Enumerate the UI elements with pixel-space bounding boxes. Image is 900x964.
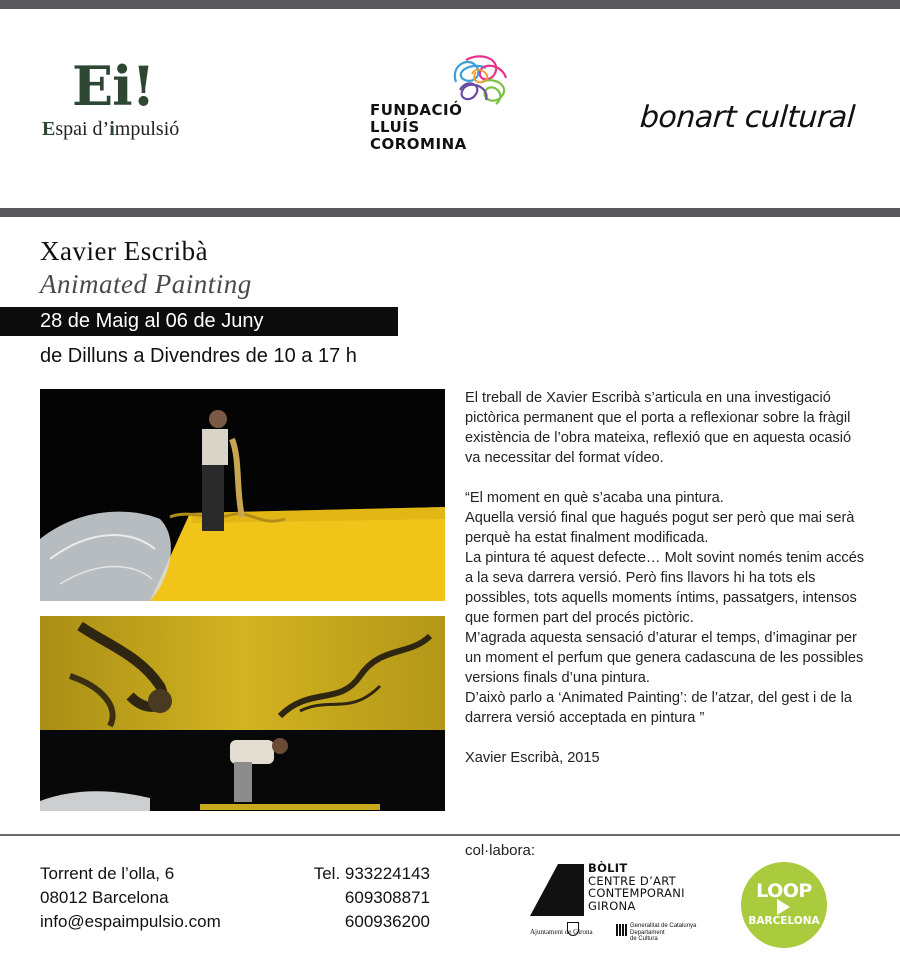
ei-subtitle: Espai d’impulsió <box>42 118 180 140</box>
performance-photo-1 <box>40 389 445 601</box>
play-icon <box>777 899 790 915</box>
top-bar <box>0 0 900 9</box>
quote-line-1: “El moment en què s’acaba una pintura. <box>465 490 724 506</box>
phone-2: 609308871 <box>344 888 430 907</box>
phone-1: Tel. 933224143 <box>313 864 430 883</box>
bolit-logo <box>530 862 710 952</box>
quote-line-3: La pintura té aquest defecte… Molt sovint només tenim accés a la seva darrera versió. Però fins llavors hi ha tots els possibles, tots aquells moments íntims, passatgers, intensos que formen part del procés pictòric. <box>465 550 865 626</box>
address-street: Torrent de l’olla, 6 <box>40 864 175 883</box>
fundacio-wordmark: FUNDACIÓ LLUÍS COROMINA <box>370 101 467 153</box>
intro-paragraph: El treball de Xavier Escribà s’articula en una investigació pictòrica permanent que el porta a reflexionar sobre la fràgil existència de l’obra mateixa, reflexió que en aquesta ocasió va necessitar del format vídeo. <box>465 390 852 466</box>
address-city: 08012 Barcelona <box>40 888 169 907</box>
phone-block <box>300 862 430 934</box>
loop-barcelona-logo <box>741 862 827 948</box>
work-title: Animated Painting <box>40 269 252 299</box>
fundacio-coromina-logo <box>370 52 530 162</box>
generalitat-label: Generalitat de Catalunya Departament de Cultura <box>630 923 697 942</box>
ei-mark: Ei! <box>72 54 155 118</box>
address-block <box>40 862 221 934</box>
quote-line-5: D’això parlo a ‘Animated Painting’: de l’atzar, del gest i de la darrera versió acceptada en pintura ” <box>465 690 852 726</box>
artist-name: Xavier Escribà <box>40 236 209 266</box>
performance-photo-2 <box>40 616 445 811</box>
quote-line-2: Aquella versió final que hagués pogut ser però que mai serà perquè ha estat finalment modificada. <box>465 510 855 546</box>
footer-rule <box>0 834 900 836</box>
bonart-cultural-logo: bonart cultural <box>638 100 856 135</box>
divider-bar <box>0 208 900 217</box>
espai-impulsio-logo <box>42 54 212 141</box>
description-text <box>465 388 865 768</box>
email-link[interactable]: info@espaimpulsio.com <box>40 912 221 931</box>
loop-wordmark: LOOP <box>756 880 812 902</box>
opening-hours: de Dilluns a Divendres de 10 a 17 h <box>40 345 357 367</box>
bolit-mark-icon <box>530 864 584 916</box>
signature: Xavier Escribà, 2015 <box>465 750 600 766</box>
exhibition-dates: 28 de Maig al 06 de Juny <box>40 310 264 332</box>
quote-line-4: M’agrada aquesta sensació d’aturar el temps, d’imaginar per un moment el perfum que genera cadascuna de les possibles versions finals d’una pintura. <box>465 630 864 686</box>
generalitat-icon <box>616 924 628 936</box>
bolit-wordmark: BÒLIT CENTRE D’ART CONTEMPORANI GIRONA <box>588 861 685 913</box>
phone-3: 600936200 <box>344 912 430 931</box>
ajuntament-label: Ajuntament de Girona <box>530 928 593 936</box>
loop-city: BARCELONA <box>748 915 820 927</box>
colabora-label: col·labora: <box>465 842 536 859</box>
